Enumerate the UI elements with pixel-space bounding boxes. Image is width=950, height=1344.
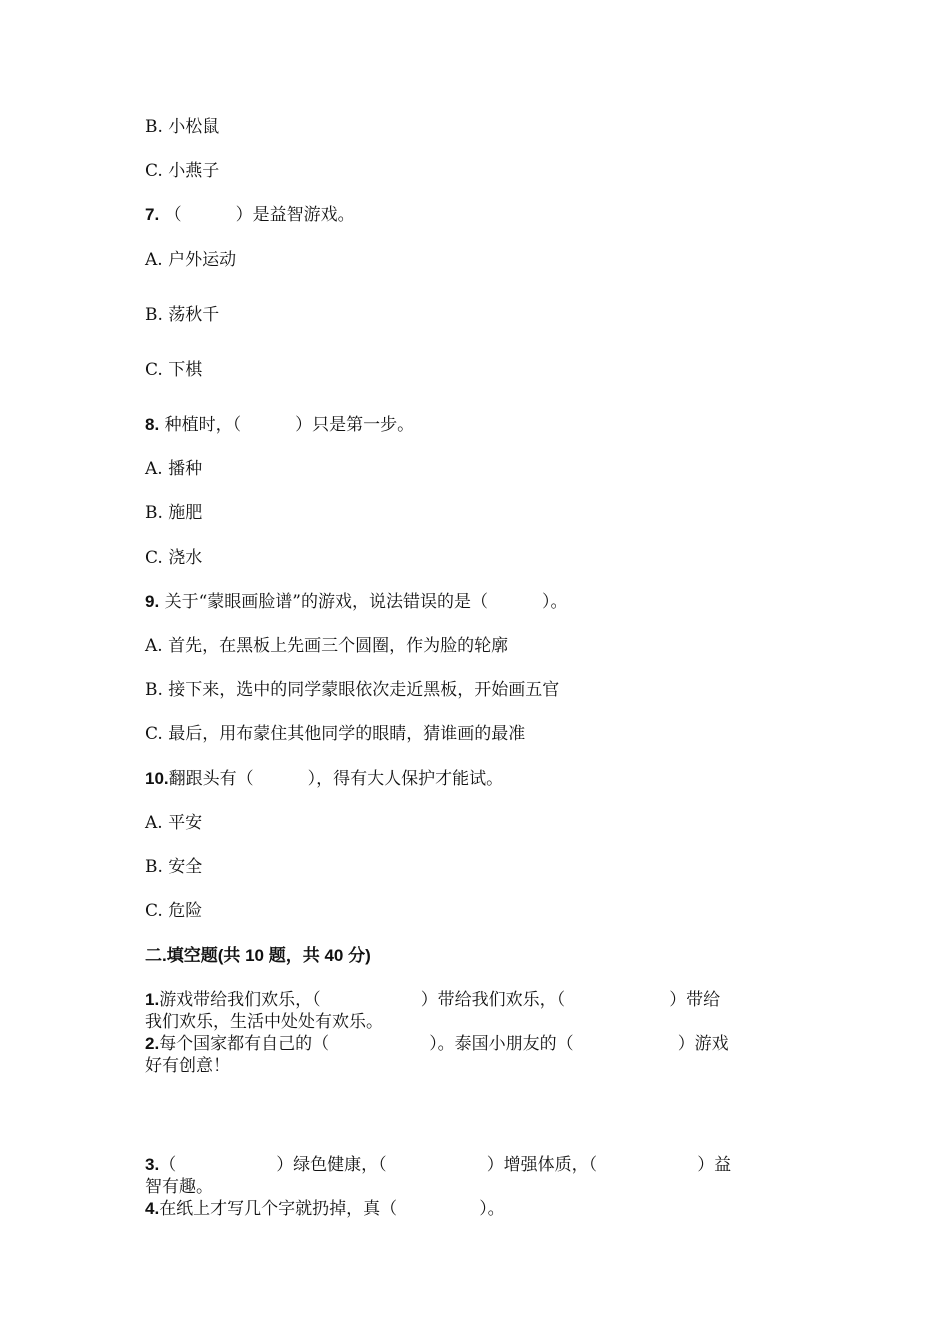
- q10-option-b: B. 安全: [145, 857, 203, 877]
- q6-option-b: B. 小松鼠: [145, 117, 220, 137]
- q9-option-c: C. 最后，用布蒙住其他同学的眼睛，猜谁画的最准: [145, 724, 526, 744]
- q10-number: 10.: [145, 769, 169, 788]
- f4-seg2: ）。: [479, 1199, 505, 1219]
- f2-line2: 好有创意！: [145, 1056, 230, 1076]
- q7-number: 7.: [145, 205, 160, 224]
- q8-text-post: ）只是第一步。: [295, 415, 415, 435]
- q9-option-a: A. 首先，在黑板上先画三个圆圈，作为脸的轮廓: [145, 636, 509, 656]
- q10-text-pre: 翻跟头有（: [168, 769, 254, 789]
- f3-line1: [145, 1154, 731, 1176]
- q8-number: 8.: [145, 415, 160, 434]
- section-heading: 二.填空题(共 10 题，共 40 分): [145, 946, 371, 965]
- f2-line1: [145, 1033, 729, 1055]
- f3-seg3: ）增强体质，（: [486, 1155, 598, 1175]
- f1-line2: 我们欢乐，生活中处处有欢乐。: [145, 1012, 383, 1032]
- q8-stem: [145, 414, 414, 436]
- q9-number: 9.: [145, 592, 160, 611]
- f2-seg1: 每个国家都有自己的（: [159, 1034, 330, 1054]
- q8-text-pre: 种植时，（: [164, 415, 242, 435]
- q7-option-b: B. 荡秋千: [145, 305, 220, 325]
- f4-seg1: 在纸上才写几个字就扔掉，真（: [159, 1199, 398, 1219]
- f3-number: 3.: [145, 1155, 160, 1174]
- q9-stem: [145, 591, 567, 613]
- q10-stem: [145, 768, 503, 790]
- f3-seg2: ）绿色健康，（: [276, 1155, 387, 1175]
- f3-seg4: ）益: [697, 1155, 732, 1175]
- f2-number: 2.: [145, 1034, 160, 1053]
- f1-line1: [145, 989, 720, 1011]
- q9-option-b: B. 接下来，选中的同学蒙眼依次走近黑板，开始画五官: [145, 680, 560, 700]
- q7-option-a: A. 户外运动: [145, 250, 237, 270]
- f1-seg2: ）带给我们欢乐，（: [420, 990, 566, 1010]
- q8-option-a: A. 播种: [145, 459, 203, 479]
- q7-option-c: C. 下棋: [145, 360, 203, 380]
- f4-line1: [145, 1198, 505, 1220]
- q7-stem: [145, 204, 355, 226]
- f1-seg3: ）带给: [669, 990, 721, 1010]
- q10-text-post: ），得有大人保护才能试。: [307, 769, 504, 789]
- q8-option-c: C. 浇水: [145, 548, 203, 568]
- q9-text-post: ）。: [541, 592, 568, 612]
- f1-number: 1.: [145, 990, 160, 1009]
- f4-number: 4.: [145, 1199, 160, 1218]
- q7-text-post: ）是益智游戏。: [235, 205, 355, 225]
- q6-option-c: C. 小燕子: [145, 161, 220, 181]
- q10-option-c: C. 危险: [145, 901, 203, 921]
- q8-option-b: B. 施肥: [145, 503, 203, 523]
- q9-text-pre: 关于“蒙眼画脸谱”的游戏，说法错误的是（: [164, 592, 488, 612]
- f1-seg1: 游戏带给我们欢乐，（: [159, 990, 321, 1010]
- f2-seg3: ）游戏: [677, 1034, 729, 1054]
- q7-text-pre: （: [164, 205, 182, 225]
- f2-seg2: ）。泰国小朋友的（: [429, 1034, 574, 1054]
- f3-line2: 智有趣。: [145, 1177, 213, 1197]
- f3-seg1: （: [159, 1155, 177, 1175]
- q10-option-a: A. 平安: [145, 813, 203, 833]
